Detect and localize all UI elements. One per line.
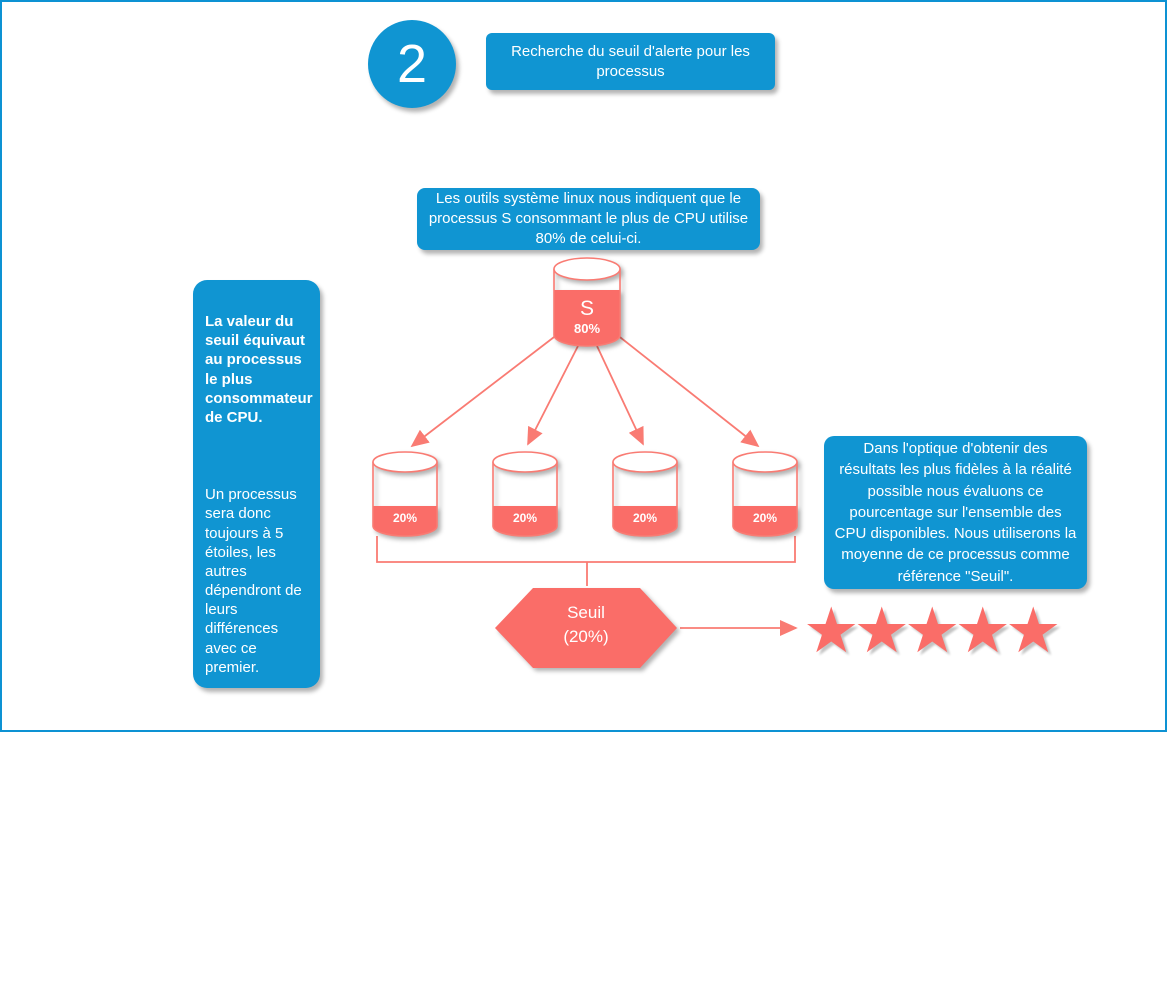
bracket-line [377,536,795,562]
star-icon: ★ [803,593,854,667]
fan-arrow-4 [616,334,758,446]
cpu-cylinder-3-percent: 20% [632,511,658,525]
title-text: Recherche du seuil d'alerte pour les processus [511,43,750,80]
process-s-percent: 80% [573,321,601,336]
seuil-label-line2: (20%) [563,627,609,646]
process-s-label: S [579,297,595,320]
star-icon: ★ [903,593,955,667]
note-left-paragraph-1: La valeur du seuil équivaut au processus le plus consommateur de CPU. [205,313,313,426]
star-rating [803,592,1073,668]
process-s-cylinder-icon [552,256,624,348]
step-number: 2 [396,34,428,94]
star-icon: ★ [1004,593,1056,667]
cpu-cylinder-2-percent: 20% [512,511,538,525]
cpu-cylinder-2-icon [491,450,559,538]
star-icon: ★ [954,593,1005,667]
cpu-cylinder-4-icon [731,450,799,538]
cpu-cylinder-1-percent: 20% [392,511,418,525]
note-left-paragraph-2: Un processus sera donc toujours à 5 étoiles, les autres dépendront de leurs différences avec ce premier. [205,486,302,676]
note-top-text: Les outils système linux nous indiquent que le processus S consommant le plus de CPU utilise 80% de celui-ci. [428,190,749,247]
cpu-cylinder-1-icon [371,450,439,538]
fan-arrow-3 [597,346,643,444]
note-right-text: Dans l'optique d'obtenir des résultats les plus fidèles à la réalité possible nous évaluons ce pourcentage sur l'ensemble des CPU disponibles. Nous utiliserons la moyenne de ce processus comme référence "Seuil". [834,439,1077,585]
cpu-cylinder-4-percent: 20% [752,511,778,525]
star-icon: ★ [853,593,904,667]
cpu-cylinder-3-icon [611,450,679,538]
seuil-label-line1: Seuil [567,603,605,622]
fan-arrow-2 [528,346,578,444]
seuil-label [495,601,677,649]
